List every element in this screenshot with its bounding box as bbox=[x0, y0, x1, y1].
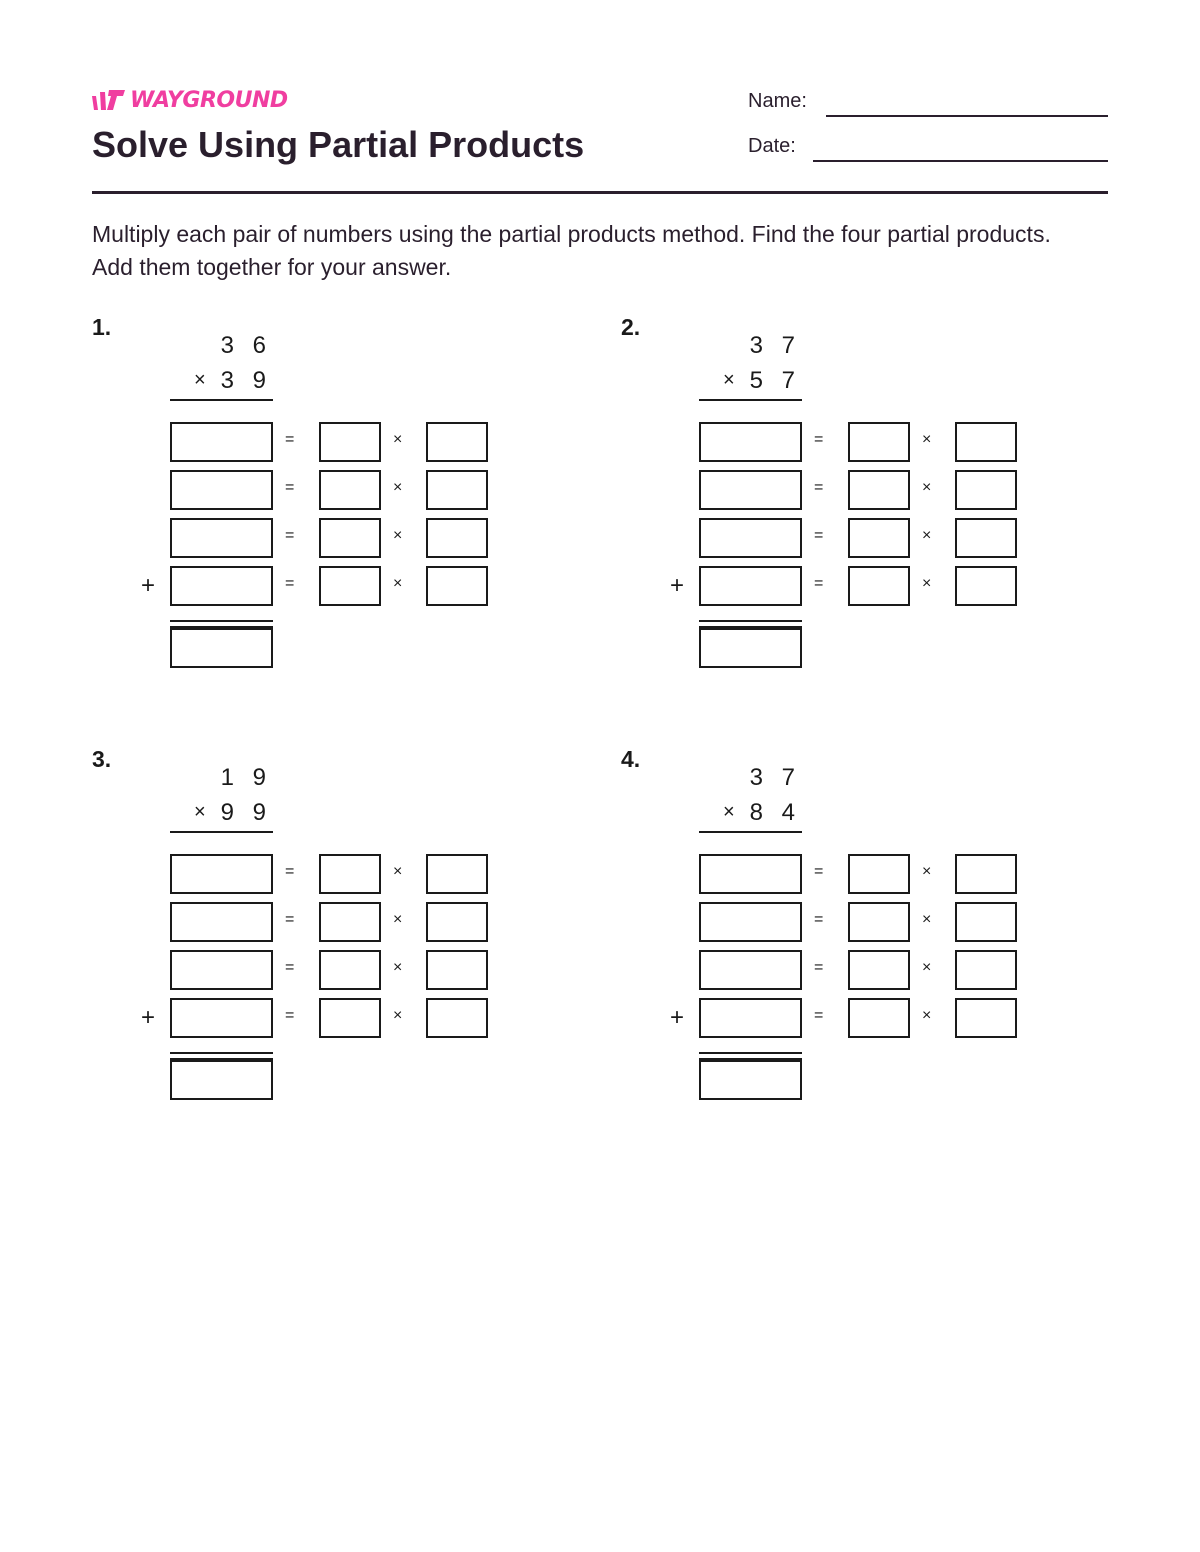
name-field[interactable] bbox=[826, 115, 1108, 117]
factor-box[interactable] bbox=[955, 950, 1017, 990]
equals-sign: = bbox=[814, 959, 824, 976]
equals-sign: = bbox=[285, 959, 295, 976]
times-sign: × bbox=[393, 959, 403, 976]
date-field[interactable] bbox=[813, 160, 1108, 162]
times-sign: × bbox=[723, 801, 735, 823]
answer-box[interactable] bbox=[170, 628, 273, 668]
partial-product-box[interactable] bbox=[170, 518, 273, 558]
factor-box[interactable] bbox=[426, 854, 488, 894]
partial-product-box[interactable] bbox=[699, 950, 802, 990]
header-divider bbox=[92, 191, 1108, 194]
logo-mark-icon bbox=[92, 88, 126, 112]
factor-box[interactable] bbox=[955, 470, 1017, 510]
product-line bbox=[699, 831, 802, 833]
sum-line-top bbox=[699, 1052, 802, 1054]
times-sign: × bbox=[393, 1007, 403, 1024]
factor-box[interactable] bbox=[319, 902, 381, 942]
problem-1 bbox=[92, 314, 532, 694]
problem-number: 2. bbox=[621, 314, 641, 340]
factor-box[interactable] bbox=[426, 998, 488, 1038]
problem-3 bbox=[92, 746, 532, 1126]
equals-sign: = bbox=[285, 527, 295, 544]
answer-box[interactable] bbox=[699, 628, 802, 668]
partial-product-box[interactable] bbox=[170, 854, 273, 894]
factor-box[interactable] bbox=[848, 854, 910, 894]
problem-4 bbox=[621, 746, 1061, 1126]
partial-product-box[interactable] bbox=[170, 902, 273, 942]
plus-sign: + bbox=[141, 1004, 156, 1031]
factor-box[interactable] bbox=[319, 950, 381, 990]
partial-product-box[interactable] bbox=[699, 902, 802, 942]
times-sign: × bbox=[393, 911, 403, 928]
name-label: Name: bbox=[748, 90, 807, 112]
factor-box[interactable] bbox=[319, 998, 381, 1038]
times-sign: × bbox=[922, 959, 932, 976]
times-sign: × bbox=[922, 1007, 932, 1024]
factor-box[interactable] bbox=[955, 902, 1017, 942]
problem-2 bbox=[621, 314, 1061, 694]
page-title: Solve Using Partial Products bbox=[92, 124, 585, 165]
factor-box[interactable] bbox=[848, 998, 910, 1038]
factor-box[interactable] bbox=[319, 470, 381, 510]
times-sign: × bbox=[922, 863, 932, 880]
factor-box[interactable] bbox=[426, 518, 488, 558]
partial-product-box[interactable] bbox=[170, 422, 273, 462]
times-sign: × bbox=[723, 369, 735, 391]
product-line bbox=[170, 399, 273, 401]
partial-product-box[interactable] bbox=[699, 470, 802, 510]
brand-name: WAYGROUND bbox=[130, 87, 288, 113]
times-sign: × bbox=[194, 369, 206, 391]
partial-product-box[interactable] bbox=[170, 566, 273, 606]
problem-number: 4. bbox=[621, 746, 641, 772]
equals-sign: = bbox=[814, 911, 824, 928]
times-sign: × bbox=[922, 479, 932, 496]
times-sign: × bbox=[194, 801, 206, 823]
factor-box[interactable] bbox=[426, 422, 488, 462]
times-sign: × bbox=[922, 431, 932, 448]
factor-box[interactable] bbox=[955, 998, 1017, 1038]
multiplicand: 1 9 bbox=[220, 764, 272, 791]
factor-box[interactable] bbox=[848, 902, 910, 942]
equals-sign: = bbox=[814, 431, 824, 448]
times-sign: × bbox=[922, 911, 932, 928]
factor-box[interactable] bbox=[319, 566, 381, 606]
sum-line-top bbox=[170, 620, 273, 622]
sum-line-top bbox=[170, 1052, 273, 1054]
sum-line-top bbox=[699, 620, 802, 622]
times-sign: × bbox=[393, 479, 403, 496]
factor-box[interactable] bbox=[955, 518, 1017, 558]
product-line bbox=[699, 399, 802, 401]
plus-sign: + bbox=[141, 572, 156, 599]
factor-box[interactable] bbox=[848, 566, 910, 606]
factor-box[interactable] bbox=[319, 518, 381, 558]
times-sign: × bbox=[393, 431, 403, 448]
equals-sign: = bbox=[285, 479, 295, 496]
partial-product-box[interactable] bbox=[170, 950, 273, 990]
equals-sign: = bbox=[814, 479, 824, 496]
factor-box[interactable] bbox=[319, 854, 381, 894]
instructions: Multiply each pair of numbers using the partial products method. Find the four partial products. Add them together for your answer. bbox=[92, 221, 1051, 280]
equals-sign: = bbox=[285, 575, 295, 592]
plus-sign: + bbox=[670, 572, 685, 599]
partial-product-box[interactable] bbox=[699, 566, 802, 606]
multiplicand: 3 7 bbox=[749, 764, 801, 791]
answer-box[interactable] bbox=[699, 1060, 802, 1100]
equals-sign: = bbox=[285, 431, 295, 448]
factor-box[interactable] bbox=[426, 902, 488, 942]
partial-product-box[interactable] bbox=[170, 470, 273, 510]
factor-box[interactable] bbox=[848, 422, 910, 462]
partial-product-box[interactable] bbox=[699, 518, 802, 558]
factor-box[interactable] bbox=[426, 470, 488, 510]
multiplicand: 3 6 bbox=[220, 332, 272, 359]
multiplier: 3 9 bbox=[220, 367, 272, 394]
factor-box[interactable] bbox=[955, 422, 1017, 462]
factor-box[interactable] bbox=[848, 470, 910, 510]
times-sign: × bbox=[393, 575, 403, 592]
problem-number: 3. bbox=[92, 746, 112, 772]
product-line bbox=[170, 831, 273, 833]
equals-sign: = bbox=[814, 1007, 824, 1024]
equals-sign: = bbox=[285, 911, 295, 928]
equals-sign: = bbox=[814, 575, 824, 592]
factor-box[interactable] bbox=[955, 854, 1017, 894]
factor-box[interactable] bbox=[426, 950, 488, 990]
equals-sign: = bbox=[814, 527, 824, 544]
factor-box[interactable] bbox=[319, 422, 381, 462]
date-label: Date: bbox=[748, 135, 796, 157]
multiplier: 9 9 bbox=[220, 799, 272, 826]
brand-logo bbox=[92, 87, 288, 113]
equals-sign: = bbox=[285, 863, 295, 880]
equals-sign: = bbox=[814, 863, 824, 880]
partial-product-box[interactable] bbox=[699, 854, 802, 894]
problem-number: 1. bbox=[92, 314, 112, 340]
partial-product-box[interactable] bbox=[699, 998, 802, 1038]
times-sign: × bbox=[922, 575, 932, 592]
partial-product-box[interactable] bbox=[170, 998, 273, 1038]
times-sign: × bbox=[922, 527, 932, 544]
equals-sign: = bbox=[285, 1007, 295, 1024]
times-sign: × bbox=[393, 527, 403, 544]
multiplier: 8 4 bbox=[749, 799, 801, 826]
multiplier: 5 7 bbox=[749, 367, 801, 394]
factor-box[interactable] bbox=[955, 566, 1017, 606]
factor-box[interactable] bbox=[848, 950, 910, 990]
plus-sign: + bbox=[670, 1004, 685, 1031]
factor-box[interactable] bbox=[426, 566, 488, 606]
multiplicand: 3 7 bbox=[749, 332, 801, 359]
times-sign: × bbox=[393, 863, 403, 880]
answer-box[interactable] bbox=[170, 1060, 273, 1100]
partial-product-box[interactable] bbox=[699, 422, 802, 462]
factor-box[interactable] bbox=[848, 518, 910, 558]
